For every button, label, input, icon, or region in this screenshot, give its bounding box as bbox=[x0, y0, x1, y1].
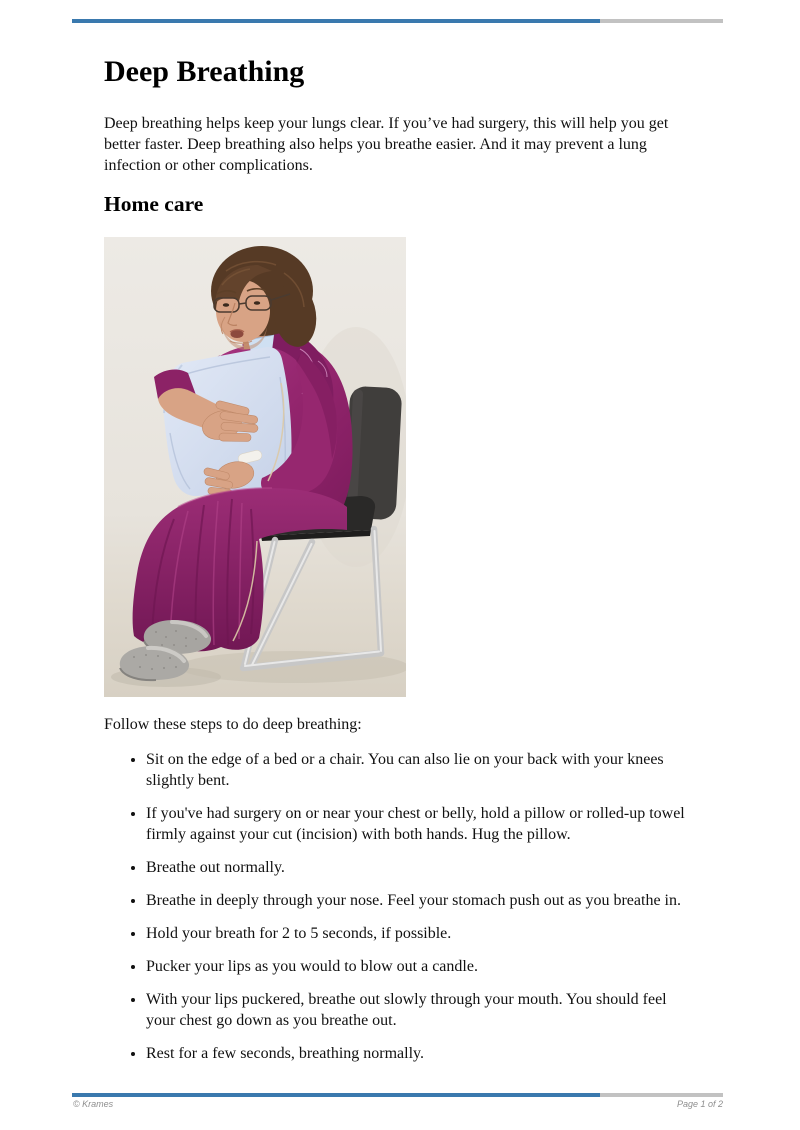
list-item bbox=[146, 1043, 726, 1064]
text-line: firmly against your cut (incision) with both hands. Hug the pillow. bbox=[146, 826, 571, 843]
list-item bbox=[146, 923, 726, 944]
list-item bbox=[146, 749, 726, 791]
list-item bbox=[146, 956, 726, 977]
document-content bbox=[104, 0, 726, 1076]
photo-illustration bbox=[104, 237, 406, 697]
page-number: Page 1 of 2 bbox=[676, 1099, 723, 1109]
text-line: • Sit on the edge of a bed or a chair. You can also lie on your back with your knees bbox=[146, 751, 664, 768]
photo-woman-hugging-pillow bbox=[104, 237, 406, 697]
list-item bbox=[146, 803, 726, 845]
text-line: • Rest for a few seconds, breathing normally. bbox=[146, 1045, 424, 1062]
text-line: better faster. Deep breathing also helps you breathe easier. And it may prevent a lung bbox=[104, 136, 647, 153]
list-item bbox=[146, 890, 726, 911]
copyright-text: © Krames bbox=[73, 1099, 114, 1109]
text-line: • Hold your breath for 2 to 5 seconds, if possible. bbox=[146, 925, 452, 942]
text-line: slightly bent. bbox=[146, 772, 230, 789]
list-item bbox=[146, 989, 726, 1031]
text-line: • Breathe in deeply through your nose. Feel your stomach push out as you breathe in. bbox=[146, 892, 681, 909]
bottom-rule-bar bbox=[72, 1093, 723, 1097]
text-line: • With your lips puckered, breathe out slowly through your mouth. You should feel bbox=[146, 991, 667, 1008]
text-line: Follow these steps to do deep breathing: bbox=[104, 716, 362, 733]
intro-paragraph bbox=[104, 113, 726, 176]
steps-list bbox=[104, 749, 726, 1064]
text-line: • Breathe out normally. bbox=[146, 859, 285, 876]
section-heading-home-care: Home care bbox=[104, 192, 204, 216]
text-line: • Pucker your lips as you would to blow out a candle. bbox=[146, 958, 478, 975]
text-line: your chest go down as you breathe out. bbox=[146, 1012, 397, 1029]
page-title: Deep Breathing bbox=[104, 55, 305, 88]
text-line: • If you've had surgery on or near your chest or belly, hold a pillow or rolled-up towel bbox=[146, 805, 685, 822]
text-line: Deep breathing helps keep your lungs clear. If you’ve had surgery, this will help you get bbox=[104, 115, 669, 132]
page-footer bbox=[73, 1099, 723, 1109]
follow-steps-text bbox=[104, 714, 726, 735]
text-line: infection or other complications. bbox=[104, 157, 313, 174]
list-item bbox=[146, 857, 726, 878]
bottom-rule-bar-accent bbox=[72, 1093, 600, 1097]
